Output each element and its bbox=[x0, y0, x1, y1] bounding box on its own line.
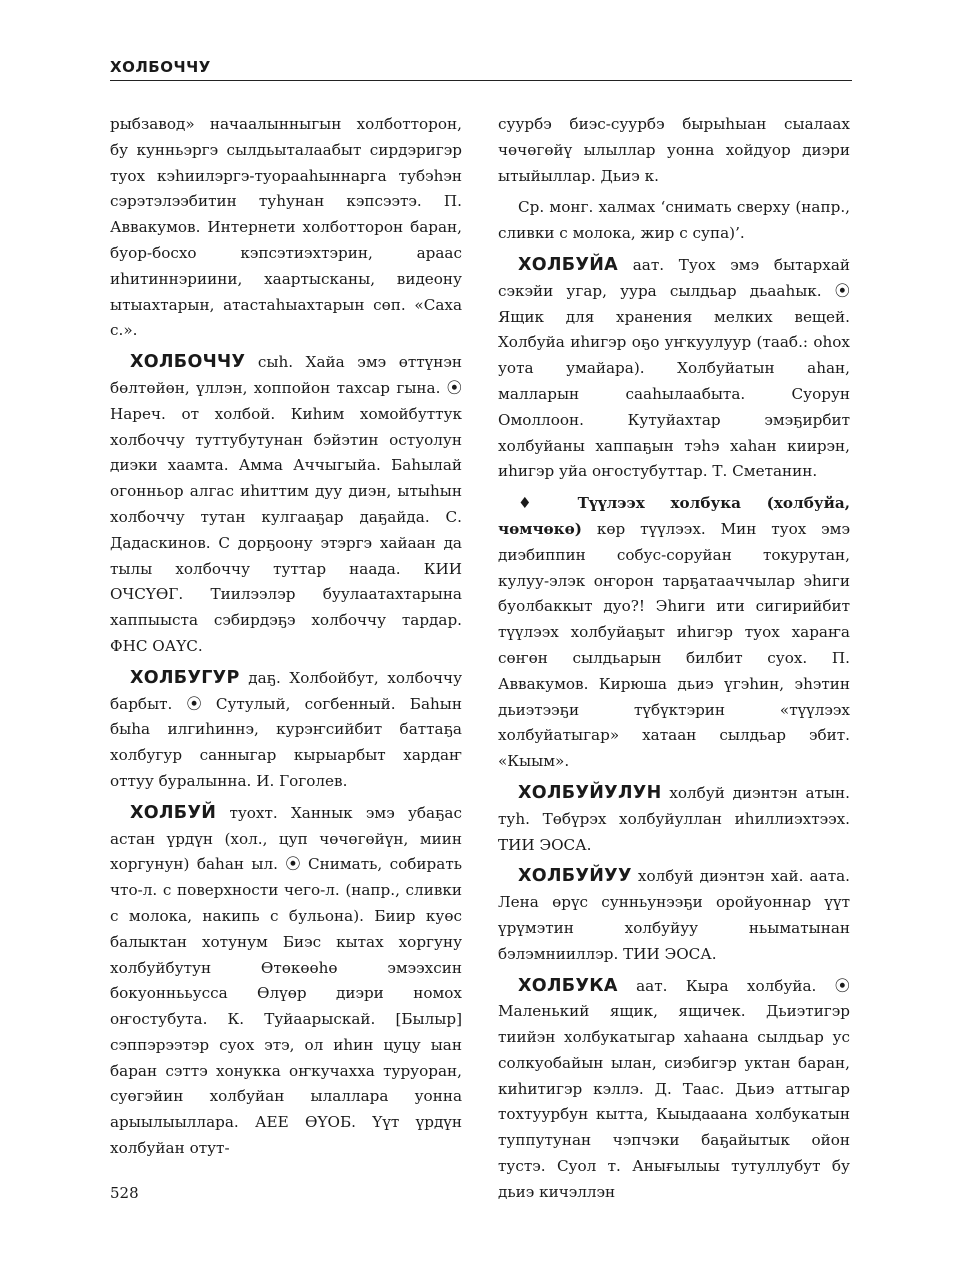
dictionary-entry bbox=[110, 350, 462, 660]
dictionary-entry bbox=[110, 801, 462, 1162]
entry-continuation: суурбэ биэс-суурбэ бырыһыан сыалаах чөчөгөйү ылыллар уонна хойдуор диэри ытыйыллар. Дьиэ к. bbox=[498, 115, 850, 185]
entry-body: аат. Туох эмэ бытархай сэкэйи угар, уура сылдьар дьааһык. ⦿ Ящик для хранения мелких вещей. Холбуйа иһигэр оҕо уҥкуулуур (тааб.: оһох уота умайара). Холбуйатын аһан, малларын сааһылаабыта. Суорун Омоллоон. Кутуйахтар эмэҕирбит холбуйаны хаппаҕын тэһэ хаһан киирэн, иһигэр уйа оҥостубуттар. Т. Сметанин. bbox=[498, 255, 850, 481]
left-column bbox=[110, 112, 462, 1168]
dictionary-entry bbox=[498, 781, 850, 858]
dictionary-entry bbox=[498, 491, 850, 775]
entry-body: даҕ. Холбойбут, холбоччу барбыт. ⦿ Сутулый, согбенный. Баһын быһа илгиһиннэ, курэҥсийбит баттаҕа холбугур санныгар кырыарбыт хардаҥ оттуу буралынна. И. Гоголев. bbox=[110, 668, 463, 790]
entry-body: аат. Кыра холбуйа. ⦿ Маленький ящик, ящичек. Дьиэтигэр тиийэн холбукатыгар хаһаана сылдьар ус солкуобайын ылан, сиэбигэр уктан баран, киһитигэр кэллэ. Д. Таас. Дьиэ аттыгар тохтуурбун кытта, Кыыдааана холбукатын туппутунан чэпчэки баҕайытык ойон тустэ. Суол т. Анығылыы тутуллубут бу дьиэ кичэллэн bbox=[498, 976, 850, 1201]
entry-headword: ХОЛБУЙУУ bbox=[518, 866, 632, 887]
entry-headword: ХОЛБОЧЧУ bbox=[130, 352, 246, 373]
entry-headword: ХОЛБУКА bbox=[518, 975, 618, 996]
dictionary-entry bbox=[498, 974, 850, 1206]
running-header-title: ХОЛБОЧЧУ bbox=[110, 58, 211, 76]
dictionary-entry bbox=[498, 253, 850, 485]
entry-body: туохт. Ханнык эмэ убаҕас астан үрдүн (хол., цуп чөчөгөйүн, миин хоргунун) баһан ыл. ⦿ Снимать, собирать что-л. с поверхности чего-л. (напр., сливки с молока, накипь с бульона). Биир куөс балыктан хотунум Биэс кытах хоргуну холбуйбутун Өтөкөөһө эмээхсин бокуоннььусса Өлүөр диэри номох оҥостубута. К. Туйаарыскай. [Былыр] сэппэрээтэр суох этэ, ол иһин цуцу ыан баран сэттэ хонукка оҥкучахха туруоран, суөгэйин холбуйан ылаллара уонна арыылыыллара. АЕЕ ӨҮОБ. Үүт үрдүн холбуйан отут- bbox=[110, 803, 462, 1158]
page-number: 528 bbox=[110, 1184, 139, 1202]
phrase-headword: ♦ Түүлээх холбука (холбуйа, чөмчөкө) bbox=[498, 494, 850, 538]
dictionary-entry bbox=[498, 864, 850, 967]
entry-continuation: рыбзавод» начаалынныгын холботторон, бу кунньэргэ сылдьыталаабыт сирдэригэр туох кэһиилэргэ-туорааһыннарга тубэһэн сэрэтэлээбитин туһунан кэпсээтэ. П. Аввакумов. Интернети холботторон баран, буор-босхо кэпсэтиэхтэрин, араас иһитиннэриини, хаартысканы, видеону ытыахтарын, атастаһыахтарын сөп. «Саха с.». bbox=[110, 115, 462, 340]
entry-headword: ХОЛБУГУР bbox=[130, 667, 240, 688]
entry-body: көр түүлээх. Мин туох эмэ диэбиппин собус-соруйан токурутан, кулуу-элэк оҥорон тарҕатааччылар эһиги буолбаккыт дуо?! Эһиги ити сигирийбит түүлээх холбуйаҕыт иһигэр туох хараҥа сөҥөн сылдьарын билбит суох. П. Аввакумов. Кирюша дьиэ үгэһин, эһэтин дьиэтээҕи түбүктэрин «түүлээх холбуйатыгар» хатаан сылдьар эбит. «Кыым». bbox=[498, 519, 850, 771]
entry-body: холбуй диэнтэн атын. туһ. Төбүрэх холбуйуллан иһиллиэхтээх. ТИИ ЭОСА. bbox=[498, 783, 851, 854]
entry-headword: ХОЛБУЙА bbox=[518, 254, 619, 275]
entry-headword: ХОЛБУЙУЛУН bbox=[518, 782, 662, 803]
entry-body: сыһ. Хайа эмэ өттүнэн бөлтөйөн, үллэн, хоппойон тахсар гына. ⦿ Нареч. от холбой. Киһим хомойбуттук холбоччу туттубутунан бэйэтин остуолун диэки хаамта. Амма Аччыгыйа. Баһылай огонньор алгас иһиттим дуу диэн, ытыһын холбоччу тутан кулгааҕар даҕайда. С. Дадаскинов. С дорҕоону этэргэ хайаан да тылы холбоччу туттар наада. КИИ ОЧСҮӨГ. Тиилээлэр буулаатахтарына хаппыыста сэбирдэҕэ холбоччу тардар. ФНС ОАҮС. bbox=[110, 353, 462, 655]
right-column bbox=[498, 112, 850, 1212]
etymology-note: Ср. монг. халмах ‘снимать сверху (напр., сливки с молока, жир с супа)’. bbox=[498, 198, 850, 243]
dictionary-entry bbox=[110, 666, 462, 795]
entry-headword: ХОЛБУЙ bbox=[130, 802, 217, 823]
entry-body: холбуй диэнтэн хай. аата. Лена өрүс сунньунээҕи оройуоннар үүт үрүмэтин холбуйуу ньыматынан бэлэмнииллэр. ТИИ ЭОСА. bbox=[498, 867, 850, 963]
running-header bbox=[110, 58, 852, 81]
